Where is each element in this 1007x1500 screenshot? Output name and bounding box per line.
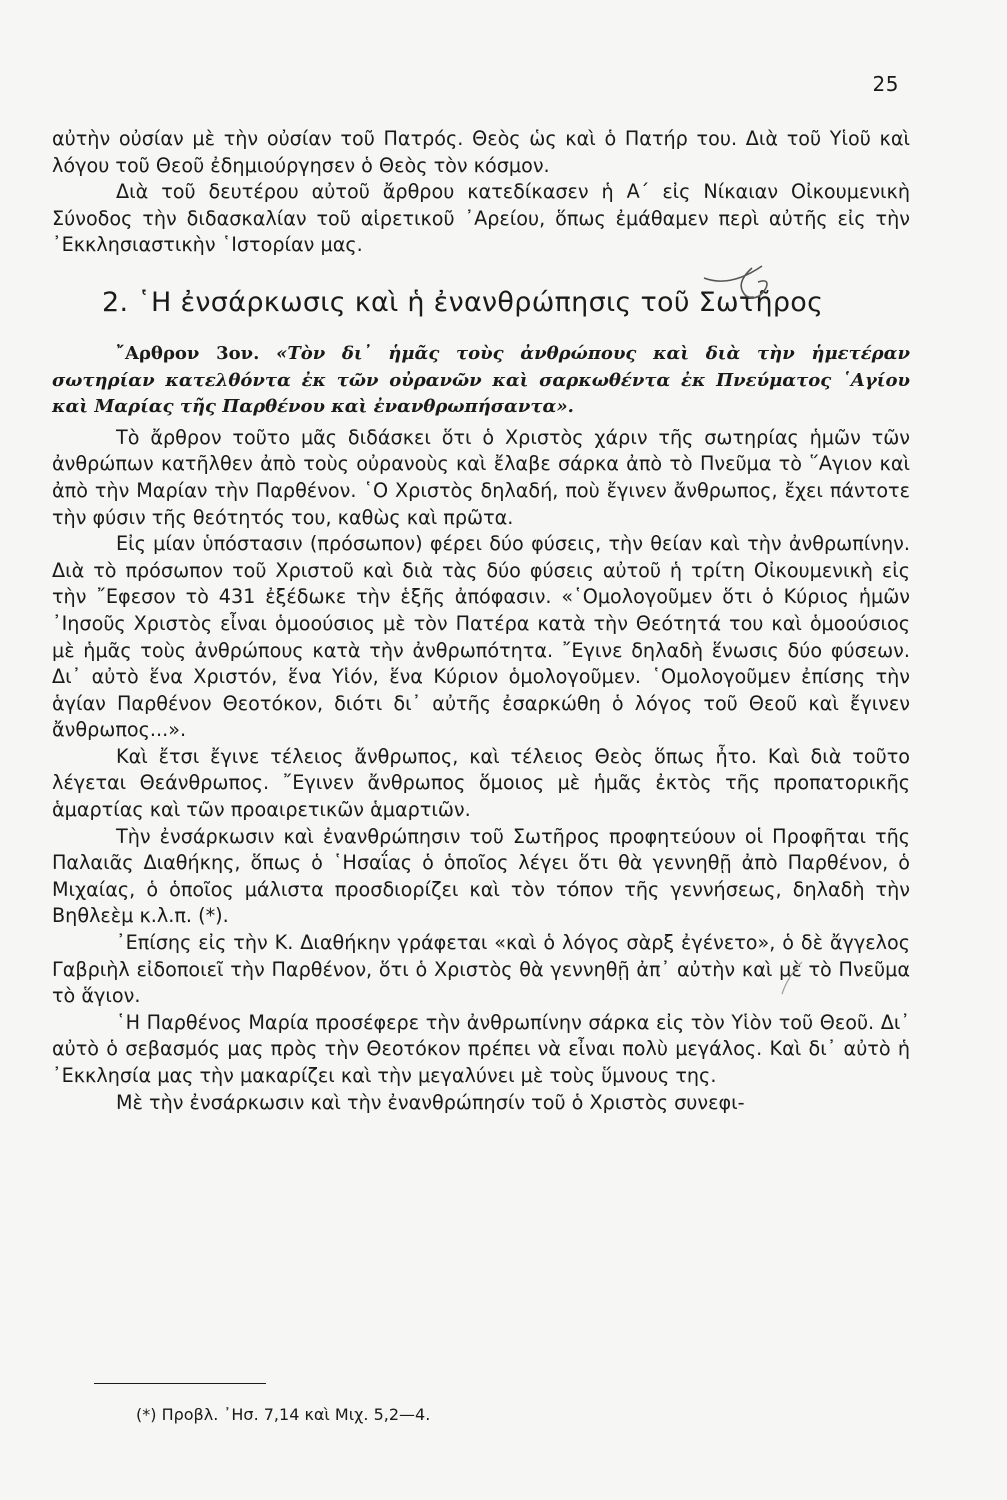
footnote-rule (94, 1383, 266, 1384)
paragraph: Διὰ τοῦ δευτέρου αὐτοῦ ἄρθρου κατεδίκασεν ἡ Α΄ εἰς Νίκαιαν Οἰκουμενικὴ Σύνοδος τὴν διδασκαλίαν τοῦ αἱρετικοῦ ᾽Αρείου, ὅπως ἐμάθαμεν περὶ αὐτῆς εἰς τὴν ᾽Εκκλησιαστικὴν ῾Ιστορίαν μας. (52, 180, 910, 257)
pencil-mark-icon (700, 248, 780, 304)
paragraph: Τὸ ἄρθρον τοῦτο μᾶς διδάσκει ὅτι ὁ Χριστὸς χάριν τῆς σωτηρίας ἡμῶν τῶν ἀνθρώπων κατῆλθεν ἀπὸ τοὺς οὐρανοὺς καὶ ἔλαβε σάρκα ἀπὸ τὸ Πνεῦμα τὸ ῞Αγιον καὶ ἀπὸ τὴν Μαρίαν τὴν Παρθένον. ῾Ο Χριστὸς δηλαδή, ποὺ ἔγινεν ἄνθρωπος, ἔχει πάντοτε τὴν φύσιν τῆς θεότητός του, καθὼς καὶ πρῶτα. (52, 425, 910, 529)
pencil-tick-icon (778, 958, 818, 998)
section-heading: 2. ῾Η ἐνσάρκωσις καὶ ἡ ἐνανθρώπησις τοῦ Σωτῆρος (102, 286, 824, 318)
paragraph: ῾Η Παρθένος Μαρία προσέφερε τὴν ἀνθρωπίνην σάρκα εἰς τὸν Υἱὸν τοῦ Θεοῦ. Δι᾽ αὐτὸ ὁ σεβασμός μας πρὸς τὴν Θεοτόκον πρέπει νὰ εἶναι πολὺ μεγάλος. Καὶ δι᾽ αὐτὸ ἡ ᾽Εκκλησία μας τὴν μακαρίζει καὶ τὴν μεγαλύνει μὲ τοὺς ὕμνους της. (52, 1010, 910, 1087)
article-label: ῎Αρθρον 3ον. (116, 342, 260, 364)
paragraph: Τὴν ἐνσάρκωσιν καὶ ἐνανθρώπησιν τοῦ Σωτῆρος προφητεύουν οἱ Προφῆται τῆς Παλαιᾶς Διαθήκης, ὅπως ὁ ῾Ησαΐας ὁ ὁποῖος λέγει ὅτι θὰ γεννηθῇ ἀπὸ Παρθένον, ὁ Μιχαίας, ὁ ὁποῖος μάλιστα προσδιορίζει καὶ τὸν τόπον τῆς γεννήσεως, δηλαδὴ τὴν Βηθλεὲμ κ.λ.π. (*). (52, 824, 910, 928)
article-quote: «Τὸν δι᾽ ἡμᾶς τοὺς ἀνθρώπους καὶ διὰ τὴν ἡμετέραν σωτηρίαν κατελθόντα ἐκ τῶν οὐρανῶν καὶ σαρκωθέντα ἐκ Πνεύματος ῾Αγίου καὶ Μαρίας τῆς Παρθένου καὶ ἐνανθρωπήσαντα». (52, 342, 910, 418)
paragraph: Εἰς μίαν ὑπόστασιν (πρόσωπον) φέρει δύο φύσεις, τὴν θείαν καὶ τὴν ἀνθρωπίνην. Διὰ τὸ πρόσωπον τοῦ Χριστοῦ καὶ διὰ τὰς δύο φύσεις αὐτοῦ ἡ τρίτη Οἰκουμενικὴ εἰς τὴν ῎Εφεσον τὸ 431 ἐξέδωκε τὴν ἑξῆς ἀπόφασιν. «῾Ομολογοῦμεν ὅτι ὁ Κύριος ἡμῶν ᾽Ιησοῦς Χριστὸς εἶναι ὁμοούσιος μὲ τὸν Πατέρα κατὰ τὴν Θεότητά του καὶ ὁμοούσιος μὲ ἡμᾶς τοὺς ἀνθρώπους κατὰ τὴν ἀνθρωπότητα. ῎Εγινε δηλαδὴ ἕνωσις δύο φύσεων. Δι᾽ αὐτὸ ἕνα Χριστόν, ἕνα Υἱόν, ἕνα Κύριον ὁμολογοῦμεν. ῾Ομολογοῦμεν ἐπίσης τὴν ἁγίαν Παρθένον Θεοτόκον, διότι δι᾽ αὐτῆς ἐσαρκώθη ὁ λόγος τοῦ Θεοῦ καὶ ἔγινεν ἄνθρωπος...». (52, 532, 910, 742)
paragraph-last: Μὲ τὴν ἐνσάρκωσιν καὶ τὴν ἐνανθρώπησίν τοῦ ὁ Χριστὸς συνεφι- (116, 1090, 745, 1114)
paragraph: Καὶ ἔτσι ἔγινε τέλειος ἄνθρωπος, καὶ τέλειος Θεὸς ὅπως ἦτο. Καὶ διὰ τοῦτο λέγεται Θεάνθρωπος. ῎Εγινεν ἄνθρωπος ὅμοιος μὲ ἡμᾶς ἐκτὸς τῆς προπατορικῆς ἁμαρτίας καὶ τῶν προαιρετικῶν ἁμαρτιῶν. (52, 744, 910, 822)
paragraph-continuation: αὐτὴν οὐσίαν μὲ τὴν οὐσίαν τοῦ Πατρός. Θεὸς ὡς καὶ ὁ Πατήρ του. Διὰ τοῦ Υἱοῦ καὶ λόγου τοῦ Θεοῦ ἐδημιούργησεν ὁ Θεὸς τὸν κόσμον. (52, 127, 910, 177)
paragraph: ᾽Επίσης εἰς τὴν Κ. Διαθήκην γράφεται «καὶ ὁ λόγος σὰρξ ἐγένετο», ὁ δὲ ἄγγελος Γαβριὴλ εἰδοποιεῖ τὴν Παρθένον, ὅτι ὁ Χριστὸς θὰ γεννηθῇ ἀπ᾽ αὐτὴν καὶ μὲ τὸ Πνεῦμα τὸ ἅγιον. (52, 931, 910, 1008)
footnote: (*) Προβλ. ᾽Ησ. 7,14 καὶ Μιχ. 5,2—4. (136, 1405, 431, 1424)
article-paragraph (52, 341, 910, 421)
page-number: 25 (872, 72, 899, 96)
